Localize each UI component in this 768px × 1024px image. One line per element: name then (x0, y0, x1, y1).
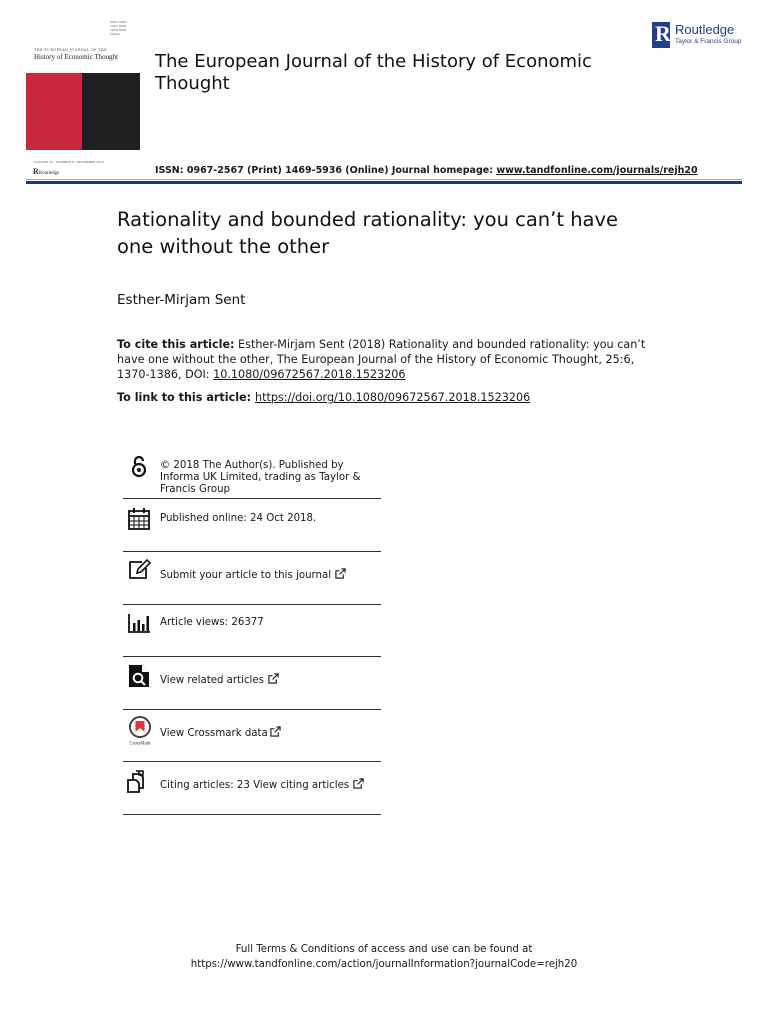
info-divider (123, 761, 381, 762)
citation-doi-link[interactable]: 10.1080/09672567.2018.1523206 (213, 368, 406, 381)
crossmark-caption: CrossMark (129, 741, 151, 746)
info-divider (123, 709, 381, 710)
issn-line (155, 165, 698, 176)
terms-footer (0, 942, 768, 972)
edit-pencil-icon (127, 558, 151, 582)
citation-block (117, 337, 647, 382)
related-articles-link[interactable]: View related articles (160, 673, 390, 687)
citing-articles-link[interactable]: Citing articles: 23 View citing articles (160, 778, 390, 792)
calendar-icon (127, 507, 151, 531)
external-link-icon (268, 673, 279, 684)
article-doi-url[interactable]: https://doi.org/10.1080/09672567.2018.1523206 (255, 391, 531, 404)
journal-title: The European Journal of the History of Economic Thought (155, 51, 592, 94)
article-views-text: Article views: 26377 (160, 617, 264, 628)
citation-label: To cite this article: (117, 338, 235, 351)
header-divider (26, 181, 742, 184)
cover-black-block (82, 73, 140, 150)
cover-journal-name: History of Economic Thought (34, 53, 119, 61)
issn-text: ISSN: 0967-2567 (Print) 1469-5936 (Online) Journal homepage: (155, 165, 497, 176)
citing-documents-icon (127, 769, 151, 793)
terms-line: Full Terms & Conditions of access and use can be found at (235, 944, 533, 955)
published-date-text: Published online: 24 Oct 2018. (160, 513, 317, 524)
external-link-icon (335, 568, 346, 579)
bar-chart-icon (127, 611, 151, 635)
citation-text: Esther-Mirjam Sent (2018) Rationality and bounded rationality: you can’t have one without the other, The European Journal of the History of Economic Thought, 25:6, 1370-1386, DOI: (117, 338, 646, 381)
header-divider-thin (26, 179, 742, 180)
external-link-icon (270, 726, 281, 737)
open-access-text: © 2018 The Author(s). Published by Informa UK Limited, trading as Taylor & Francis Group (160, 460, 361, 495)
publisher-name: Routledge (675, 22, 735, 37)
publisher-subtitle: Taylor & Francis Group (675, 38, 742, 45)
link-label: To link to this article: (117, 391, 255, 404)
info-divider (123, 604, 381, 605)
crossmark-icon (126, 716, 154, 746)
document-search-icon (127, 664, 151, 688)
submit-article-link[interactable]: Submit your article to this journal (160, 568, 390, 582)
info-divider (123, 656, 381, 657)
external-link-icon (353, 778, 364, 789)
article-author: Esther-Mirjam Sent (117, 292, 246, 308)
cover-footer: VOLUME 25 · NUMBER 6 · DECEMBER 2018 (34, 160, 104, 164)
info-divider (123, 814, 381, 815)
cover-red-block (26, 73, 82, 150)
open-access-icon (127, 455, 151, 479)
terms-url[interactable]: https://www.tandfonline.com/action/journalInformation?journalCode=rejh20 (190, 959, 578, 970)
info-divider (123, 498, 381, 499)
journal-homepage-link[interactable]: www.tandfonline.com/journals/rejh20 (496, 165, 698, 176)
crossmark-link[interactable]: View Crossmark data (160, 726, 390, 740)
small-routledge-logo: RRoutledge (33, 167, 60, 176)
info-divider (123, 551, 381, 552)
cover-kicker: THE EUROPEAN JOURNAL OF THE (34, 48, 108, 52)
routledge-r-icon: R (652, 22, 670, 48)
article-link-line (117, 391, 530, 404)
journal-cover-thumbnail (26, 20, 140, 164)
cover-isbn: ISSN 0967-2567 ISSN 1469-5936 Online (110, 20, 128, 36)
publisher-logo (652, 22, 752, 50)
article-title: Rationality and bounded rationality: you can’t have one without the other (117, 208, 619, 258)
